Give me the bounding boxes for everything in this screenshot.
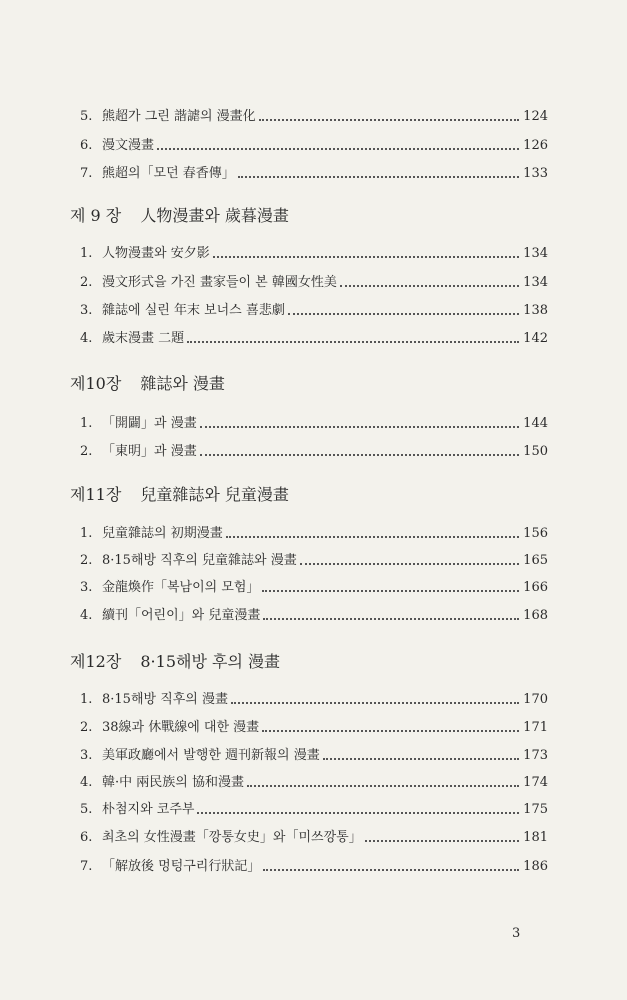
toc-entry[interactable] — [80, 746, 548, 766]
leader-dots — [262, 730, 519, 732]
leader-dots — [259, 119, 519, 121]
toc-entry[interactable] — [80, 857, 548, 877]
entry-page: 181 — [523, 830, 548, 845]
chapter-heading[interactable] — [70, 372, 225, 396]
entry-title: 美軍政廳에서 발행한 週刊新報의 漫畫 — [102, 748, 320, 763]
entry-page: 173 — [523, 748, 548, 763]
toc-entry[interactable] — [80, 442, 548, 462]
entry-page: 165 — [523, 553, 548, 568]
leader-dots — [262, 590, 519, 592]
entry-title: 續刊「어린이」와 兒童漫畫 — [102, 608, 261, 623]
leader-dots — [263, 618, 519, 620]
entry-title: 熊超의「모던 春香傳」 — [102, 166, 235, 181]
entry-page: 134 — [523, 246, 548, 261]
entry-title: 兒童雜誌의 初期漫畫 — [102, 526, 223, 541]
toc-entry[interactable] — [80, 578, 548, 598]
entry-number: 2. — [80, 444, 93, 459]
entry-title: 歲末漫畫 二題 — [102, 331, 185, 346]
toc-entry[interactable] — [80, 718, 548, 738]
chapter-number: 제 9 장 — [70, 206, 122, 225]
entry-number: 2. — [80, 720, 93, 735]
entry-number: 5. — [80, 802, 93, 817]
chapter-number: 제10장 — [70, 374, 122, 393]
entry-number: 3. — [80, 580, 93, 595]
entry-page: 168 — [523, 608, 548, 623]
toc-entry[interactable] — [80, 244, 548, 264]
toc-entry[interactable] — [80, 414, 548, 434]
entry-title: 漫文形式을 가진 畫家들이 본 韓國女性美 — [102, 275, 337, 290]
leader-dots — [288, 313, 519, 315]
entry-page: 138 — [523, 303, 548, 318]
entry-title: 「開闢」과 漫畫 — [102, 416, 197, 431]
entry-number: 4. — [80, 331, 93, 346]
entry-title: 韓·中 兩民族의 協和漫畫 — [102, 775, 244, 790]
entry-number: 4. — [80, 608, 93, 623]
toc-entry[interactable] — [80, 773, 548, 793]
entry-number: 1. — [80, 246, 93, 261]
entry-page: 144 — [523, 416, 548, 431]
leader-dots — [231, 702, 519, 704]
entry-title: 8·15해방 직후의 兒童雜誌와 漫畫 — [102, 553, 297, 568]
leader-dots — [247, 785, 519, 787]
chapter-title: 兒童雜誌와 兒童漫畫 — [140, 485, 289, 504]
entry-page: 174 — [523, 775, 548, 790]
chapter-number: 제11장 — [70, 485, 122, 504]
leader-dots — [197, 812, 519, 814]
entry-page: 142 — [523, 331, 548, 346]
entry-page: 133 — [523, 166, 548, 181]
entry-title: 人物漫畫와 安夕影 — [102, 246, 210, 261]
entry-page: 170 — [523, 692, 548, 707]
chapter-title: 人物漫畫와 歲暮漫畫 — [140, 206, 289, 225]
entry-number: 3. — [80, 748, 93, 763]
chapter-heading[interactable] — [70, 650, 280, 674]
entry-number: 6. — [80, 138, 93, 153]
chapter-number: 제12장 — [70, 652, 122, 671]
entry-number: 2. — [80, 553, 93, 568]
toc-entry[interactable] — [80, 828, 548, 848]
entry-page: 171 — [523, 720, 548, 735]
page-number: 3 — [512, 926, 521, 941]
chapter-title: 雜誌와 漫畫 — [140, 374, 225, 393]
entry-page: 186 — [523, 859, 548, 874]
entry-title: 漫文漫畫 — [102, 138, 155, 153]
entry-number: 7. — [80, 859, 93, 874]
leader-dots — [263, 869, 519, 871]
leader-dots — [200, 426, 519, 428]
entry-number: 2. — [80, 275, 93, 290]
chapter-title: 8·15해방 후의 漫畫 — [140, 652, 280, 671]
entry-title: 雜誌에 실린 年末 보너스 喜悲劇 — [102, 303, 285, 318]
toc-entry[interactable] — [80, 606, 548, 626]
toc-entry[interactable] — [80, 329, 548, 349]
toc-entry[interactable] — [80, 107, 548, 127]
entry-number: 1. — [80, 416, 93, 431]
leader-dots — [238, 176, 519, 178]
leader-dots — [157, 148, 519, 150]
entry-number: 1. — [80, 526, 93, 541]
entry-page: 124 — [523, 109, 548, 124]
entry-page: 175 — [523, 802, 548, 817]
entry-title: 38線과 休戰線에 대한 漫畫 — [102, 720, 260, 735]
entry-page: 150 — [523, 444, 548, 459]
toc-entry[interactable] — [80, 524, 548, 544]
entry-page: 134 — [523, 275, 548, 290]
entry-page: 156 — [523, 526, 548, 541]
entry-title: 최초의 女性漫畫「깡통女史」와「미쓰깡통」 — [102, 830, 362, 845]
chapter-heading[interactable] — [70, 483, 289, 507]
leader-dots — [300, 563, 519, 565]
toc-entry[interactable] — [80, 136, 548, 156]
entry-number: 7. — [80, 166, 93, 181]
entry-number: 1. — [80, 692, 93, 707]
toc-entry[interactable] — [80, 273, 548, 293]
toc-entry[interactable] — [80, 164, 548, 184]
leader-dots — [187, 341, 519, 343]
leader-dots — [340, 285, 519, 287]
entry-title: 「東明」과 漫畫 — [102, 444, 197, 459]
entry-number: 4. — [80, 775, 93, 790]
entry-title: 朴첨지와 코주부 — [102, 802, 195, 817]
toc-entry[interactable] — [80, 690, 548, 710]
entry-number: 3. — [80, 303, 93, 318]
toc-entry[interactable] — [80, 551, 548, 571]
leader-dots — [213, 256, 519, 258]
entry-page: 126 — [523, 138, 548, 153]
entry-title: 熊超가 그린 諧謔의 漫畫化 — [102, 109, 256, 124]
toc-entry[interactable] — [80, 301, 548, 321]
toc-entry[interactable] — [80, 800, 548, 820]
leader-dots — [200, 454, 519, 456]
entry-title: 8·15해방 직후의 漫畫 — [102, 692, 229, 707]
leader-dots — [365, 840, 519, 842]
entry-title: 金龍煥作「복남이의 모험」 — [102, 580, 260, 595]
chapter-heading[interactable] — [70, 204, 289, 228]
leader-dots — [323, 758, 519, 760]
entry-page: 166 — [523, 580, 548, 595]
entry-number: 6. — [80, 830, 93, 845]
entry-title: 「解放後 멍텅구리行狀記」 — [102, 859, 261, 874]
entry-number: 5. — [80, 109, 93, 124]
leader-dots — [226, 536, 519, 538]
